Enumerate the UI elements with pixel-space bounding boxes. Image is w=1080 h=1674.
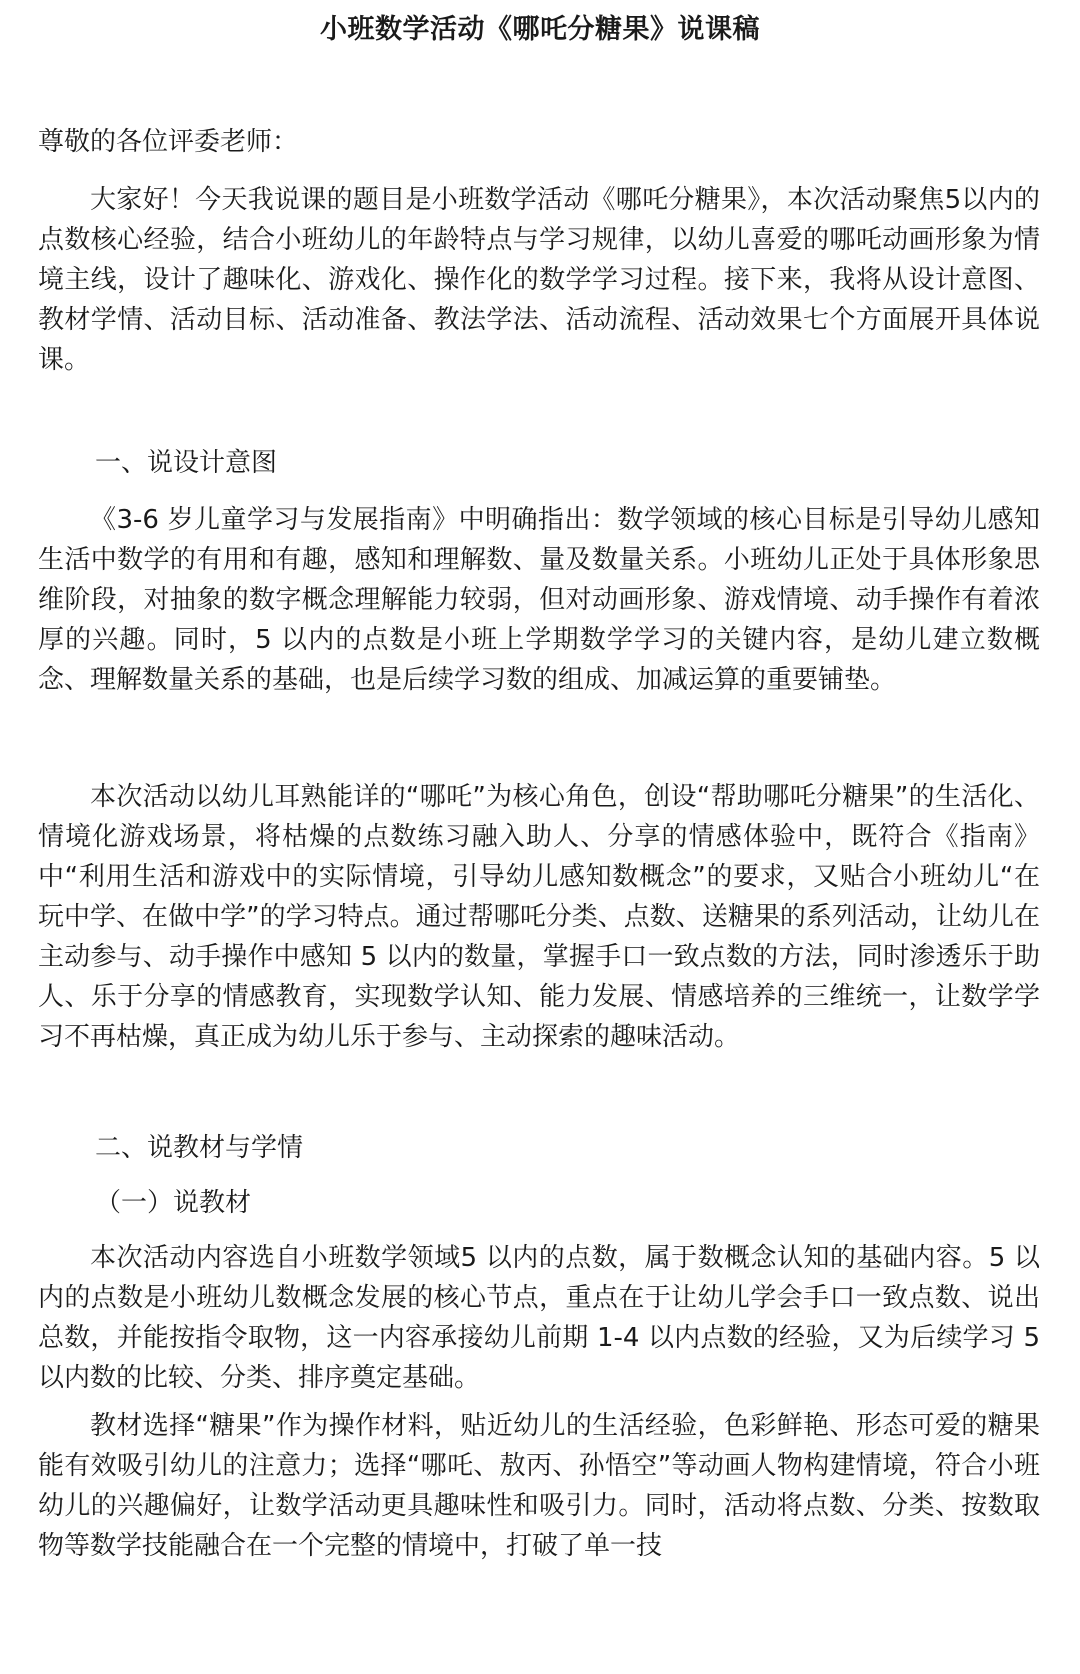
design-intent-paragraph-1: 《3-6 岁儿童学习与发展指南》中明确指出：数学领域的核心目标是引导幼儿感知生活中数学的有用和有趣，感知和理解数、量及数量关系。小班幼儿正处于具体形象思维阶段，对抽象的数字概念理解能力较弱，但对动画形象、游戏情境、动手操作有着浓厚的兴趣。同时，5 以内的点数是小班上学期数学学习的关键内容，是幼儿建立数概念、理解数量关系的基础，也是后续学习数的组成、加减运算的重要铺垫。	[38, 505, 1040, 695]
section-heading-design-intent: 一、说设计意图	[95, 448, 278, 478]
subheading-materials: （一）说教材	[95, 1188, 252, 1218]
salutation: 尊敬的各位评委老师：	[38, 127, 299, 157]
materials-paragraph-2: 教材选择“糖果”作为操作材料，贴近幼儿的生活经验，色彩鲜艳、形态可爱的糖果能有效吸引幼儿的注意力；选择“哪吒、敖丙、孙悟空”等动画人物构建情境，符合小班幼儿的兴趣偏好，让数学活动更具趣味性和吸引力。同时，活动将点数、分类、按数取物等数学技能融合在一个完整的情境中，打破了单一技	[38, 1411, 1040, 1561]
design-intent-paragraph-2: 本次活动以幼儿耳熟能详的“哪吒”为核心角色，创设“帮助哪吒分糖果”的生活化、情境化游戏场景，将枯燥的点数练习融入助人、分享的情感体验中，既符合《指南》中“利用生活和游戏中的实际情境，引导幼儿感知数概念”的要求，又贴合小班幼儿“在玩中学、在做中学”的学习特点。通过帮哪吒分类、点数、送糖果的系列活动，让幼儿在主动参与、动手操作中感知 5 以内的数量，掌握手口一致点数的方法，同时渗透乐于助人、乐于分享的情感教育，实现数学认知、能力发展、情感培养的三维统一，让数学学习不再枯燥，真正成为幼儿乐于参与、主动探索的趣味活动。	[38, 782, 1040, 1052]
section-heading-materials: 二、说教材与学情	[95, 1133, 304, 1163]
intro-paragraph: 大家好！今天我说课的题目是小班数学活动《哪吒分糖果》，本次活动聚焦5以内的点数核心经验，结合小班幼儿的年龄特点与学习规律，以幼儿喜爱的哪吒动画形象为情境主线，设计了趣味化、游戏化、操作化的数学学习过程。接下来，我将从设计意图、教材学情、活动目标、活动准备、教法学法、活动流程、活动效果七个方面展开具体说课。	[38, 185, 1040, 375]
materials-paragraph-1: 本次活动内容选自小班数学领域5 以内的点数，属于数概念认知的基础内容。5 以内的点数是小班幼儿数概念发展的核心节点，重点在于让幼儿学会手口一致点数、说出总数，并能按指令取物，这一内容承接幼儿前期 1-4 以内点数的经验，又为后续学习 5 以内数的比较、分类、排序奠定基础。	[38, 1243, 1040, 1393]
document-title: 小班数学活动《哪吒分糖果》说课稿	[320, 14, 760, 45]
